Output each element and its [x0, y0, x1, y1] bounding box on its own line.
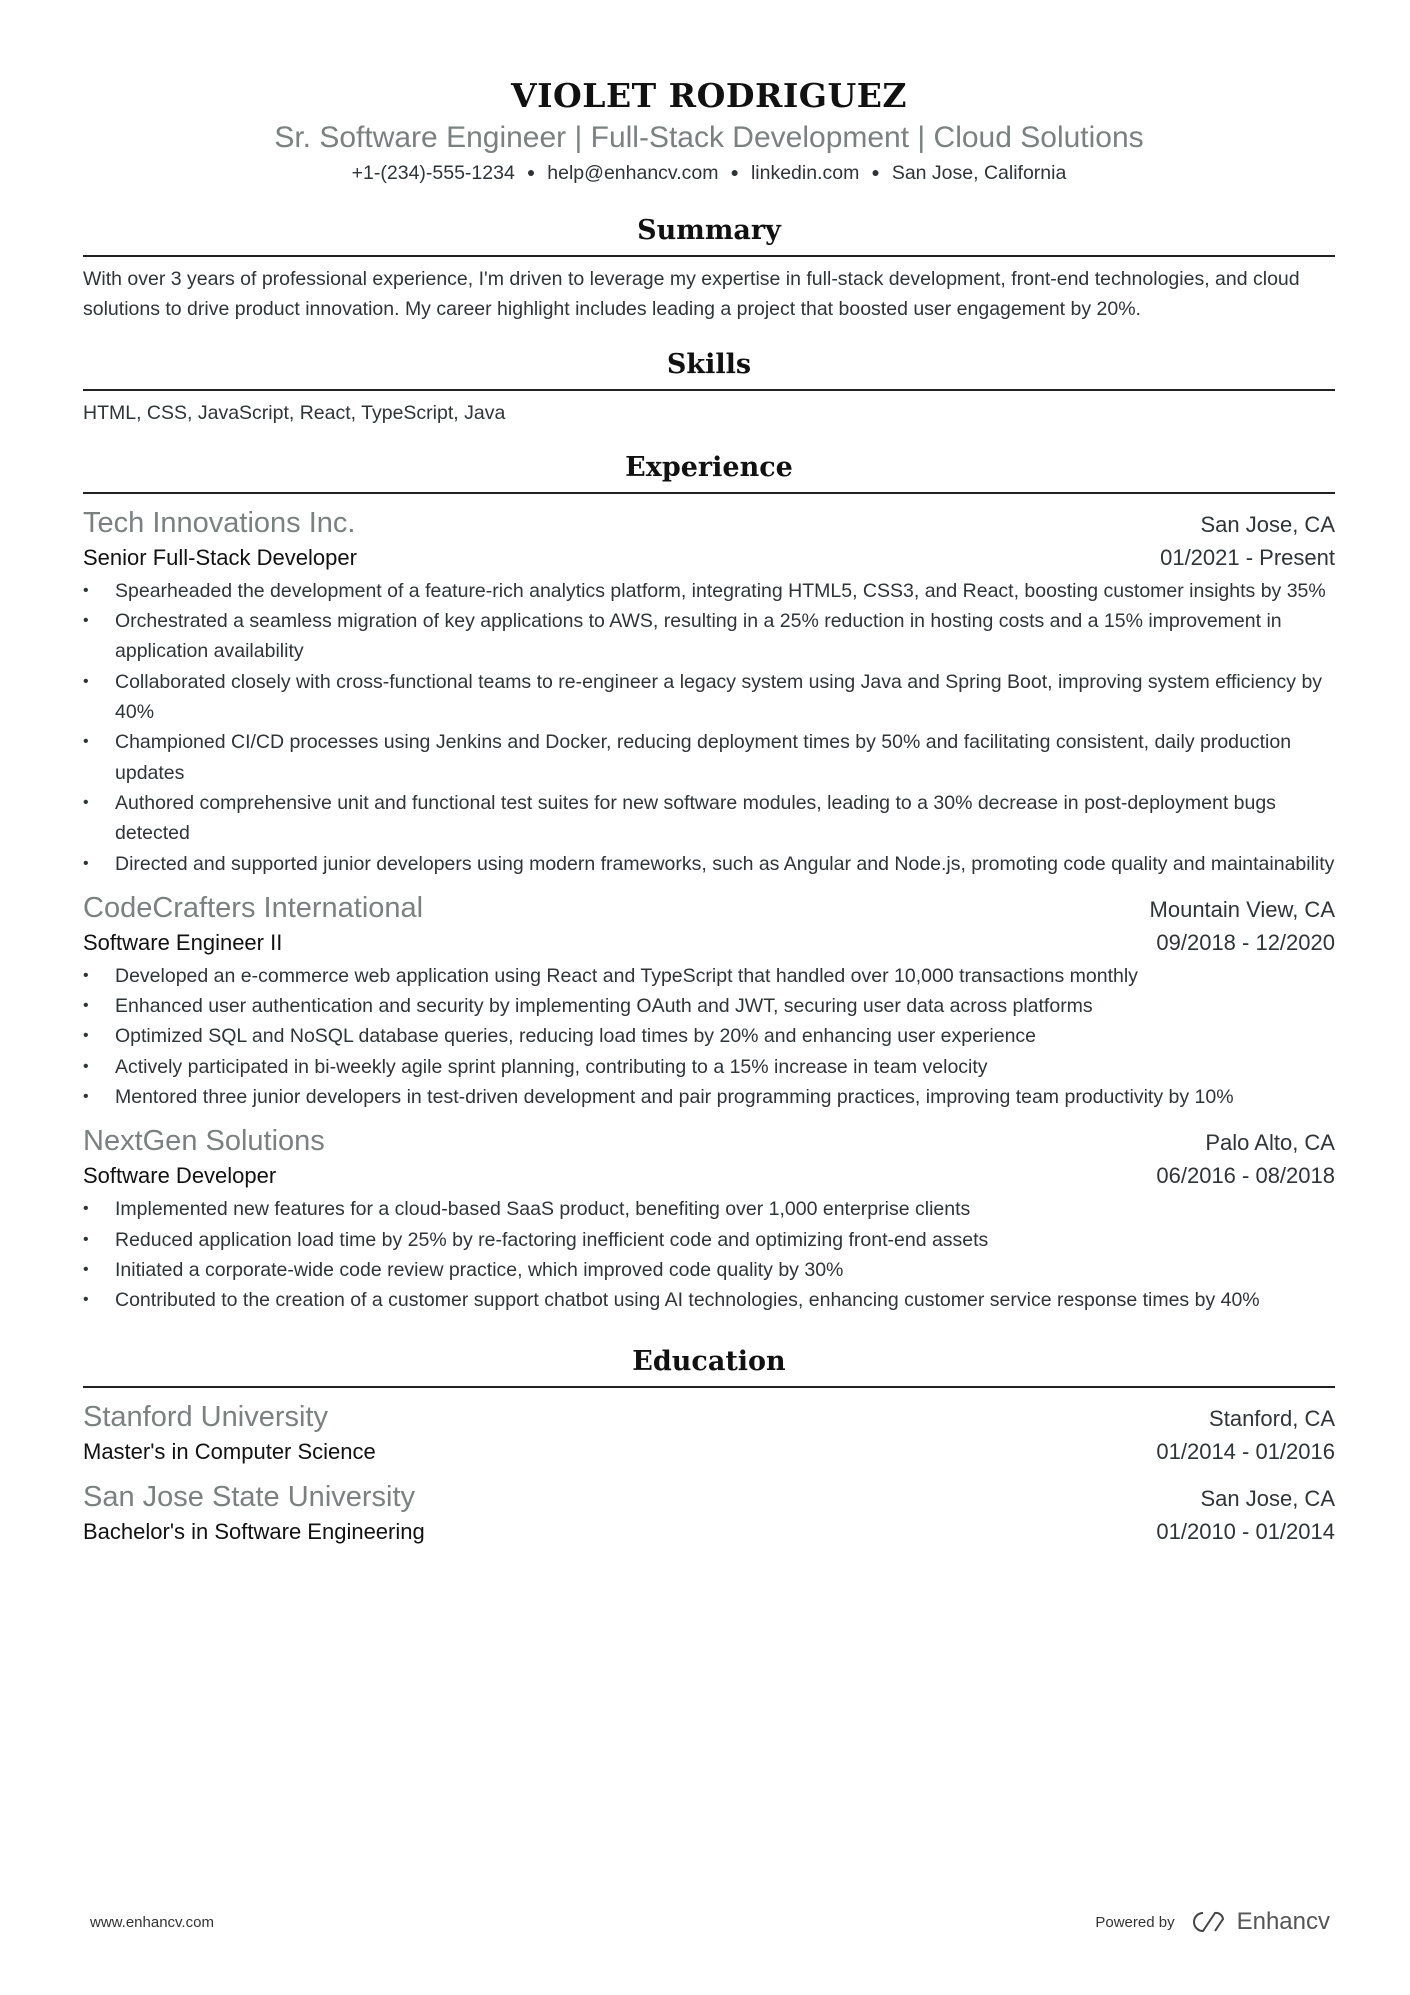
bullet-item: • Directed and supported junior developers using modern frameworks, such as Angular and Node.js, promoting code quality and maintainability: [83, 849, 1335, 879]
experience-entry: [83, 1122, 1335, 1315]
enhancv-logo-icon: [1189, 1910, 1229, 1934]
footer-website[interactable]: www.enhancv.com: [90, 1913, 214, 1931]
education-entry: [83, 1398, 1335, 1468]
entry-header-row: [83, 504, 1335, 542]
education-section: [83, 1342, 1335, 1548]
job-title: Senior Full-Stack Developer: [83, 544, 357, 570]
section-heading-education: Education: [83, 1342, 1335, 1388]
job-dates: 01/2021 - Present: [1160, 544, 1335, 570]
job-location: San Jose, CA: [1200, 511, 1335, 537]
linkedin[interactable]: linkedin.com: [750, 162, 860, 184]
company-name: Tech Innovations Inc.: [83, 506, 356, 539]
separator-dot-icon: ●: [526, 164, 536, 180]
bullet-item: • Authored comprehensive unit and functional test suites for new software modules, leading to a 30% decrease in post-deployment bugs detected: [83, 788, 1335, 849]
experience-section: [83, 448, 1335, 1316]
bullet-item: • Developed an e-commerce web application using React and TypeScript that handled over 10,000 transactions monthly: [83, 961, 1335, 991]
degree: Bachelor's in Software Engineering: [83, 1518, 425, 1544]
separator-dot-icon: ●: [730, 164, 739, 180]
location: San Jose, California: [891, 162, 1067, 184]
bullet-item: • Enhanced user authentication and security by implementing OAuth and JWT, securing user data across platforms: [83, 991, 1335, 1021]
job-dates: 09/2018 - 12/2020: [1156, 929, 1335, 955]
bullet-item: • Contributed to the creation of a customer support chatbot using AI technologies, enhancing customer service response times by 40%: [83, 1285, 1335, 1315]
company-name: NextGen Solutions: [83, 1125, 325, 1158]
entry-header-row: [83, 1478, 1335, 1516]
entry-role-row: [83, 542, 1335, 574]
bullet-item: • Implemented new features for a cloud-based SaaS product, benefiting over 1,000 enterprise clients: [83, 1194, 1335, 1224]
bullet-item: • Spearheaded the development of a feature-rich analytics platform, integrating HTML5, CSS3, and React, boosting customer insights by 35%: [83, 576, 1335, 606]
school-location: Stanford, CA: [1209, 1405, 1335, 1431]
resume-page: [83, 0, 1335, 1548]
enhancv-logo: [1189, 1908, 1330, 1936]
school-location: San Jose, CA: [1200, 1485, 1335, 1511]
bullet-item: • Actively participated in bi-weekly agile sprint planning, contributing to a 15% increase in team velocity: [83, 1052, 1335, 1082]
entry-role-row: [83, 1160, 1335, 1192]
candidate-name: VIOLET RODRIGUEZ: [510, 76, 908, 115]
education-dates: 01/2014 - 01/2016: [1156, 1438, 1335, 1464]
bullet-item: • Orchestrated a seamless migration of key applications to AWS, resulting in a 25% reduction in hosting costs and a 15% improvement in application availability: [83, 606, 1335, 667]
bullet-item: • Reduced application load time by 25% by re-factoring inefficient code and optimizing front-end assets: [83, 1225, 1335, 1255]
skills-text: HTML, CSS, JavaScript, React, TypeScript, Java: [83, 401, 506, 424]
job-title: Software Developer: [83, 1163, 277, 1189]
footer: [90, 1908, 1330, 1936]
email[interactable]: help@enhancv.com: [547, 162, 719, 184]
phone: +1-(234)-555-1234: [351, 162, 515, 184]
entry-degree-row: [83, 1436, 1335, 1468]
entry-header-row: [83, 1122, 1335, 1160]
job-location: Mountain View, CA: [1149, 896, 1335, 922]
section-heading-summary: Summary: [83, 211, 1335, 257]
bullet-item: • Initiated a corporate-wide code review practice, which improved code quality by 30%: [83, 1255, 1335, 1285]
summary-text: With over 3 years of professional experience, I'm driven to leverage my expertise in full-stack development, front-end technologies, and cloud solutions to drive product innovation. My career highlight includes leading a project that boosted user engagement by 20%.: [83, 268, 1300, 321]
bullet-item: • Championed CI/CD processes using Jenkins and Docker, reducing deployment times by 50% and facilitating consistent, daily production updates: [83, 727, 1335, 788]
bullet-list: [83, 1194, 1335, 1315]
bullet-item: • Optimized SQL and NoSQL database queries, reducing load times by 20% and enhancing user experience: [83, 1021, 1335, 1051]
company-name: CodeCrafters International: [83, 891, 424, 924]
entry-header-row: [83, 889, 1335, 927]
powered-by-label: Powered by: [1095, 1913, 1175, 1931]
bullet-list: [83, 961, 1335, 1112]
job-title: Software Engineer II: [83, 929, 283, 955]
job-location: Palo Alto, CA: [1205, 1130, 1335, 1156]
powered-by: [1095, 1908, 1330, 1936]
entry-header-row: [83, 1398, 1335, 1436]
enhancv-brand-text: Enhancv: [1236, 1908, 1330, 1935]
experience-entry: [83, 504, 1335, 879]
entry-role-row: [83, 927, 1335, 959]
contact-info: [83, 158, 1335, 189]
section-heading-skills: Skills: [83, 345, 1335, 391]
school-name: San Jose State University: [83, 1480, 416, 1513]
education-dates: 01/2010 - 01/2014: [1156, 1518, 1335, 1544]
bullet-item: • Collaborated closely with cross-functional teams to re-engineer a legacy system using Java and Spring Boot, improving system efficiency by 40%: [83, 667, 1335, 728]
resume-header: [83, 0, 1335, 189]
skills-section: [83, 345, 1335, 428]
summary-section: [83, 211, 1335, 325]
education-entry: [83, 1478, 1335, 1548]
experience-entry: [83, 889, 1335, 1112]
job-dates: 06/2016 - 08/2018: [1156, 1163, 1335, 1189]
separator-dot-icon: ●: [871, 164, 880, 180]
section-heading-experience: Experience: [83, 448, 1335, 494]
bullet-list: [83, 576, 1335, 879]
candidate-title: Sr. Software Engineer | Full-Stack Development | Cloud Solutions: [274, 121, 1144, 154]
entry-degree-row: [83, 1516, 1335, 1548]
degree: Master's in Computer Science: [83, 1438, 376, 1464]
school-name: Stanford University: [83, 1400, 328, 1433]
bullet-item: • Mentored three junior developers in test-driven development and pair programming practices, improving team productivity by 10%: [83, 1082, 1335, 1112]
